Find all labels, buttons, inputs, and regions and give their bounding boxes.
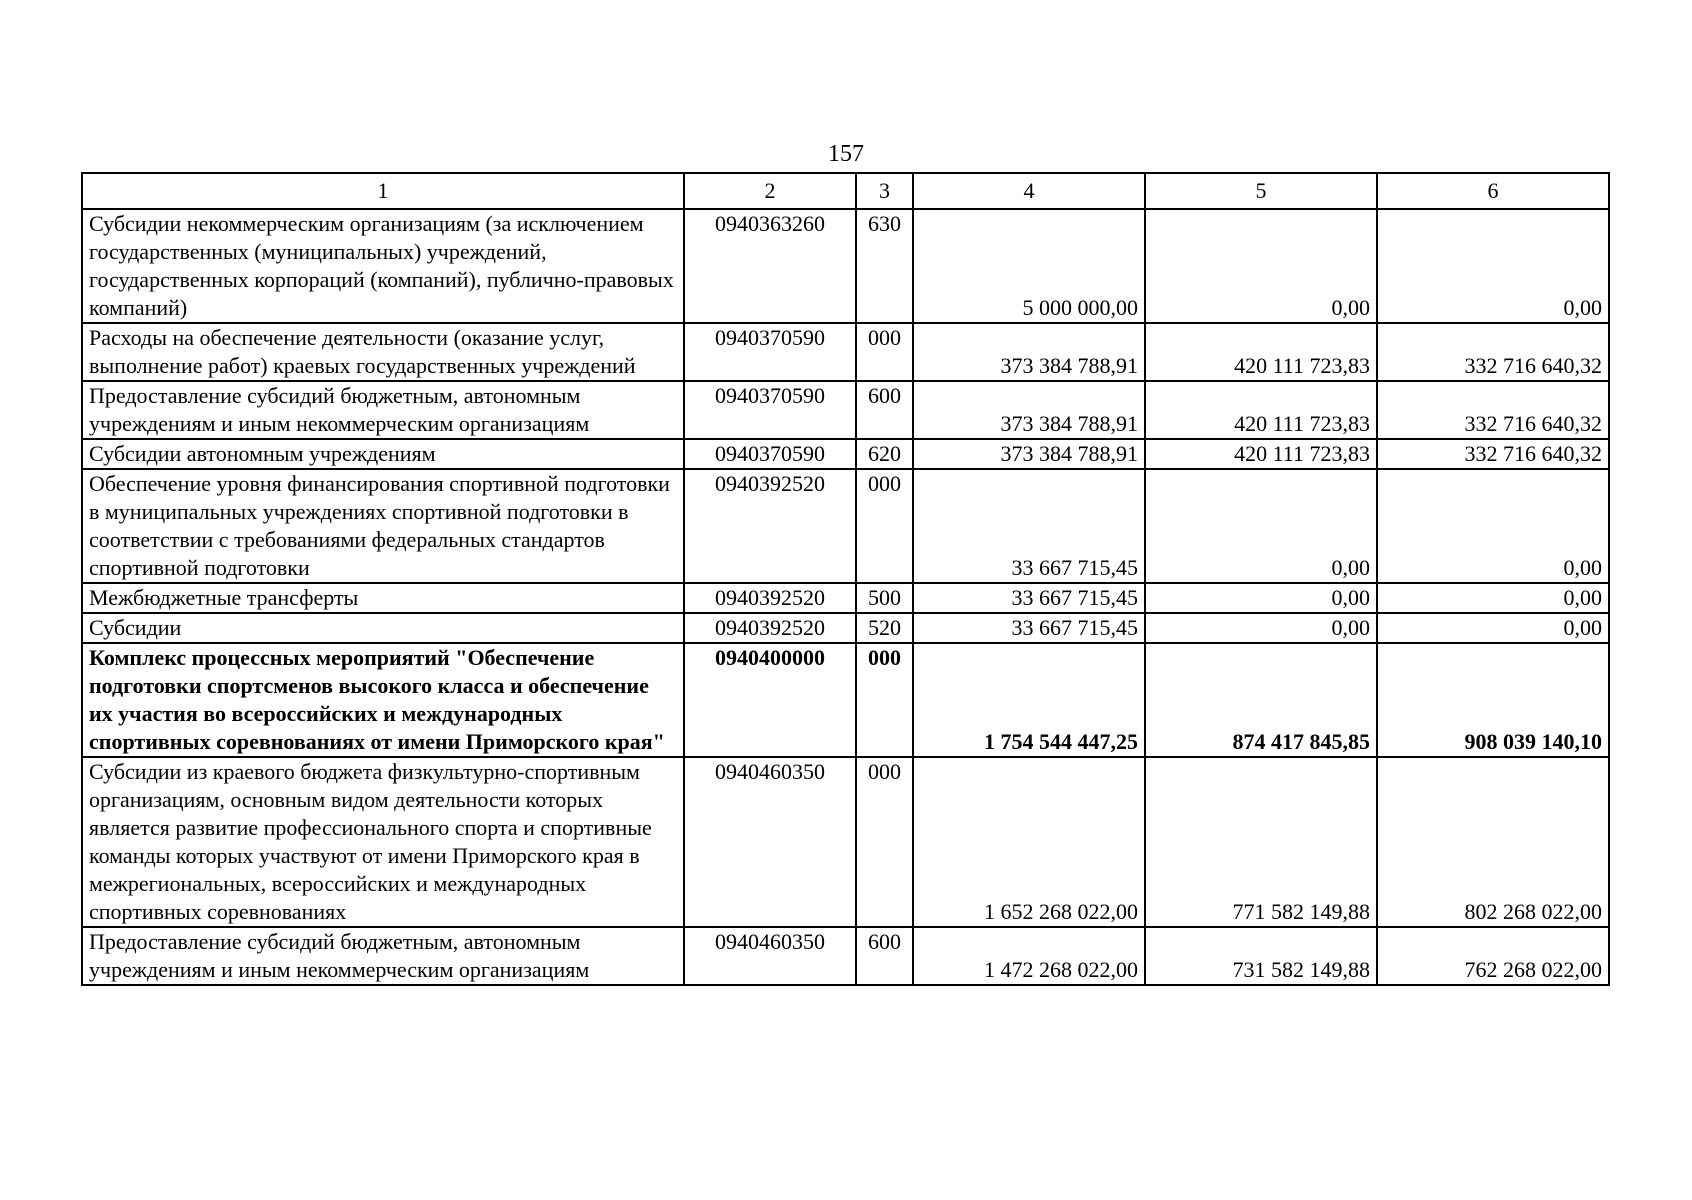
row-amount-col-4: 1 754 544 447,25: [913, 643, 1145, 757]
row-code: 0940370590: [684, 439, 856, 469]
table-row: [82, 927, 1609, 985]
row-amount-col-4: 33 667 715,45: [913, 613, 1145, 643]
row-code: 0940370590: [684, 381, 856, 439]
row-amount-col-4: 373 384 788,91: [913, 323, 1145, 381]
row-expense-type: 520: [856, 613, 913, 643]
row-name: Предоставление субсидий бюджетным, автономным учреждениям и иным некоммерческим организациям: [82, 381, 684, 439]
row-amount-col-6: 0,00: [1377, 613, 1609, 643]
row-amount-col-5: 420 111 723,83: [1145, 381, 1377, 439]
table-row: [82, 323, 1609, 381]
row-amount-col-5: 771 582 149,88: [1145, 757, 1377, 927]
row-amount-col-5: 0,00: [1145, 583, 1377, 613]
row-amount-col-6: 332 716 640,32: [1377, 381, 1609, 439]
table-row: [82, 439, 1609, 469]
table-row: [82, 643, 1609, 757]
row-code: 0940370590: [684, 323, 856, 381]
header-col-2: 2: [684, 173, 856, 209]
row-amount-col-5: 874 417 845,85: [1145, 643, 1377, 757]
row-name: Комплекс процессных мероприятий "Обеспечение подготовки спортсменов высокого класса и обеспечение их участия во всероссийских и международных спортивных соревнованиях от имени Приморского края": [82, 643, 684, 757]
header-col-1: 1: [82, 173, 684, 209]
row-name: Обеспечение уровня финансирования спортивной подготовки в муниципальных учреждениях спортивной подготовки в соответствии с требованиями федеральных стандартов спортивной подготовки: [82, 469, 684, 583]
row-amount-col-5: 420 111 723,83: [1145, 439, 1377, 469]
row-expense-type: 000: [856, 469, 913, 583]
row-amount-col-6: 802 268 022,00: [1377, 757, 1609, 927]
row-amount-col-5: 731 582 149,88: [1145, 927, 1377, 985]
row-amount-col-5: 0,00: [1145, 209, 1377, 323]
row-amount-col-4: 33 667 715,45: [913, 469, 1145, 583]
row-amount-col-4: 1 472 268 022,00: [913, 927, 1145, 985]
budget-table: [81, 172, 1610, 986]
table-row: [82, 209, 1609, 323]
row-code: 0940392520: [684, 613, 856, 643]
row-expense-type: 630: [856, 209, 913, 323]
header-col-4: 4: [913, 173, 1145, 209]
header-col-3: 3: [856, 173, 913, 209]
table-row: [82, 583, 1609, 613]
row-name: Субсидии некоммерческим организациям (за исключением государственных (муниципальных) учреждений, государственных корпораций (компаний), публично-правовых компаний): [82, 209, 684, 323]
page-number: 157: [828, 141, 864, 167]
row-amount-col-4: 373 384 788,91: [913, 381, 1145, 439]
row-expense-type: 000: [856, 643, 913, 757]
row-amount-col-6: 0,00: [1377, 469, 1609, 583]
row-name: Предоставление субсидий бюджетным, автономным учреждениям и иным некоммерческим организациям: [82, 927, 684, 985]
row-amount-col-6: 0,00: [1377, 209, 1609, 323]
row-expense-type: 620: [856, 439, 913, 469]
row-amount-col-4: 373 384 788,91: [913, 439, 1145, 469]
row-amount-col-5: 0,00: [1145, 613, 1377, 643]
header-col-5: 5: [1145, 173, 1377, 209]
row-amount-col-4: 1 652 268 022,00: [913, 757, 1145, 927]
table-row: [82, 469, 1609, 583]
row-amount-col-6: 0,00: [1377, 583, 1609, 613]
row-amount-col-6: 762 268 022,00: [1377, 927, 1609, 985]
table-row: [82, 757, 1609, 927]
table-header-row: [82, 173, 1609, 209]
table-row: [82, 613, 1609, 643]
row-code: 0940392520: [684, 583, 856, 613]
row-code: 0940460350: [684, 757, 856, 927]
row-name: Субсидии из краевого бюджета физкультурно-спортивным организациям, основным видом деятельности которых является развитие профессионального спорта и спортивные команды которых участвуют от имени Приморского края в межрегиональных, всероссийских и международных спортивных соревнованиях: [82, 757, 684, 927]
header-col-6: 6: [1377, 173, 1609, 209]
row-amount-col-4: 5 000 000,00: [913, 209, 1145, 323]
row-code: 0940392520: [684, 469, 856, 583]
row-expense-type: 600: [856, 927, 913, 985]
row-code: 0940460350: [684, 927, 856, 985]
row-amount-col-4: 33 667 715,45: [913, 583, 1145, 613]
table-row: [82, 381, 1609, 439]
row-name: Субсидии: [82, 613, 684, 643]
row-amount-col-6: 332 716 640,32: [1377, 323, 1609, 381]
row-code: 0940363260: [684, 209, 856, 323]
row-expense-type: 000: [856, 757, 913, 927]
row-expense-type: 000: [856, 323, 913, 381]
row-expense-type: 600: [856, 381, 913, 439]
row-amount-col-5: 420 111 723,83: [1145, 323, 1377, 381]
row-name: Межбюджетные трансферты: [82, 583, 684, 613]
row-code: 0940400000: [684, 643, 856, 757]
row-name: Расходы на обеспечение деятельности (оказание услуг, выполнение работ) краевых государственных учреждений: [82, 323, 684, 381]
row-amount-col-5: 0,00: [1145, 469, 1377, 583]
row-amount-col-6: 332 716 640,32: [1377, 439, 1609, 469]
row-name: Субсидии автономным учреждениям: [82, 439, 684, 469]
row-amount-col-6: 908 039 140,10: [1377, 643, 1609, 757]
row-expense-type: 500: [856, 583, 913, 613]
